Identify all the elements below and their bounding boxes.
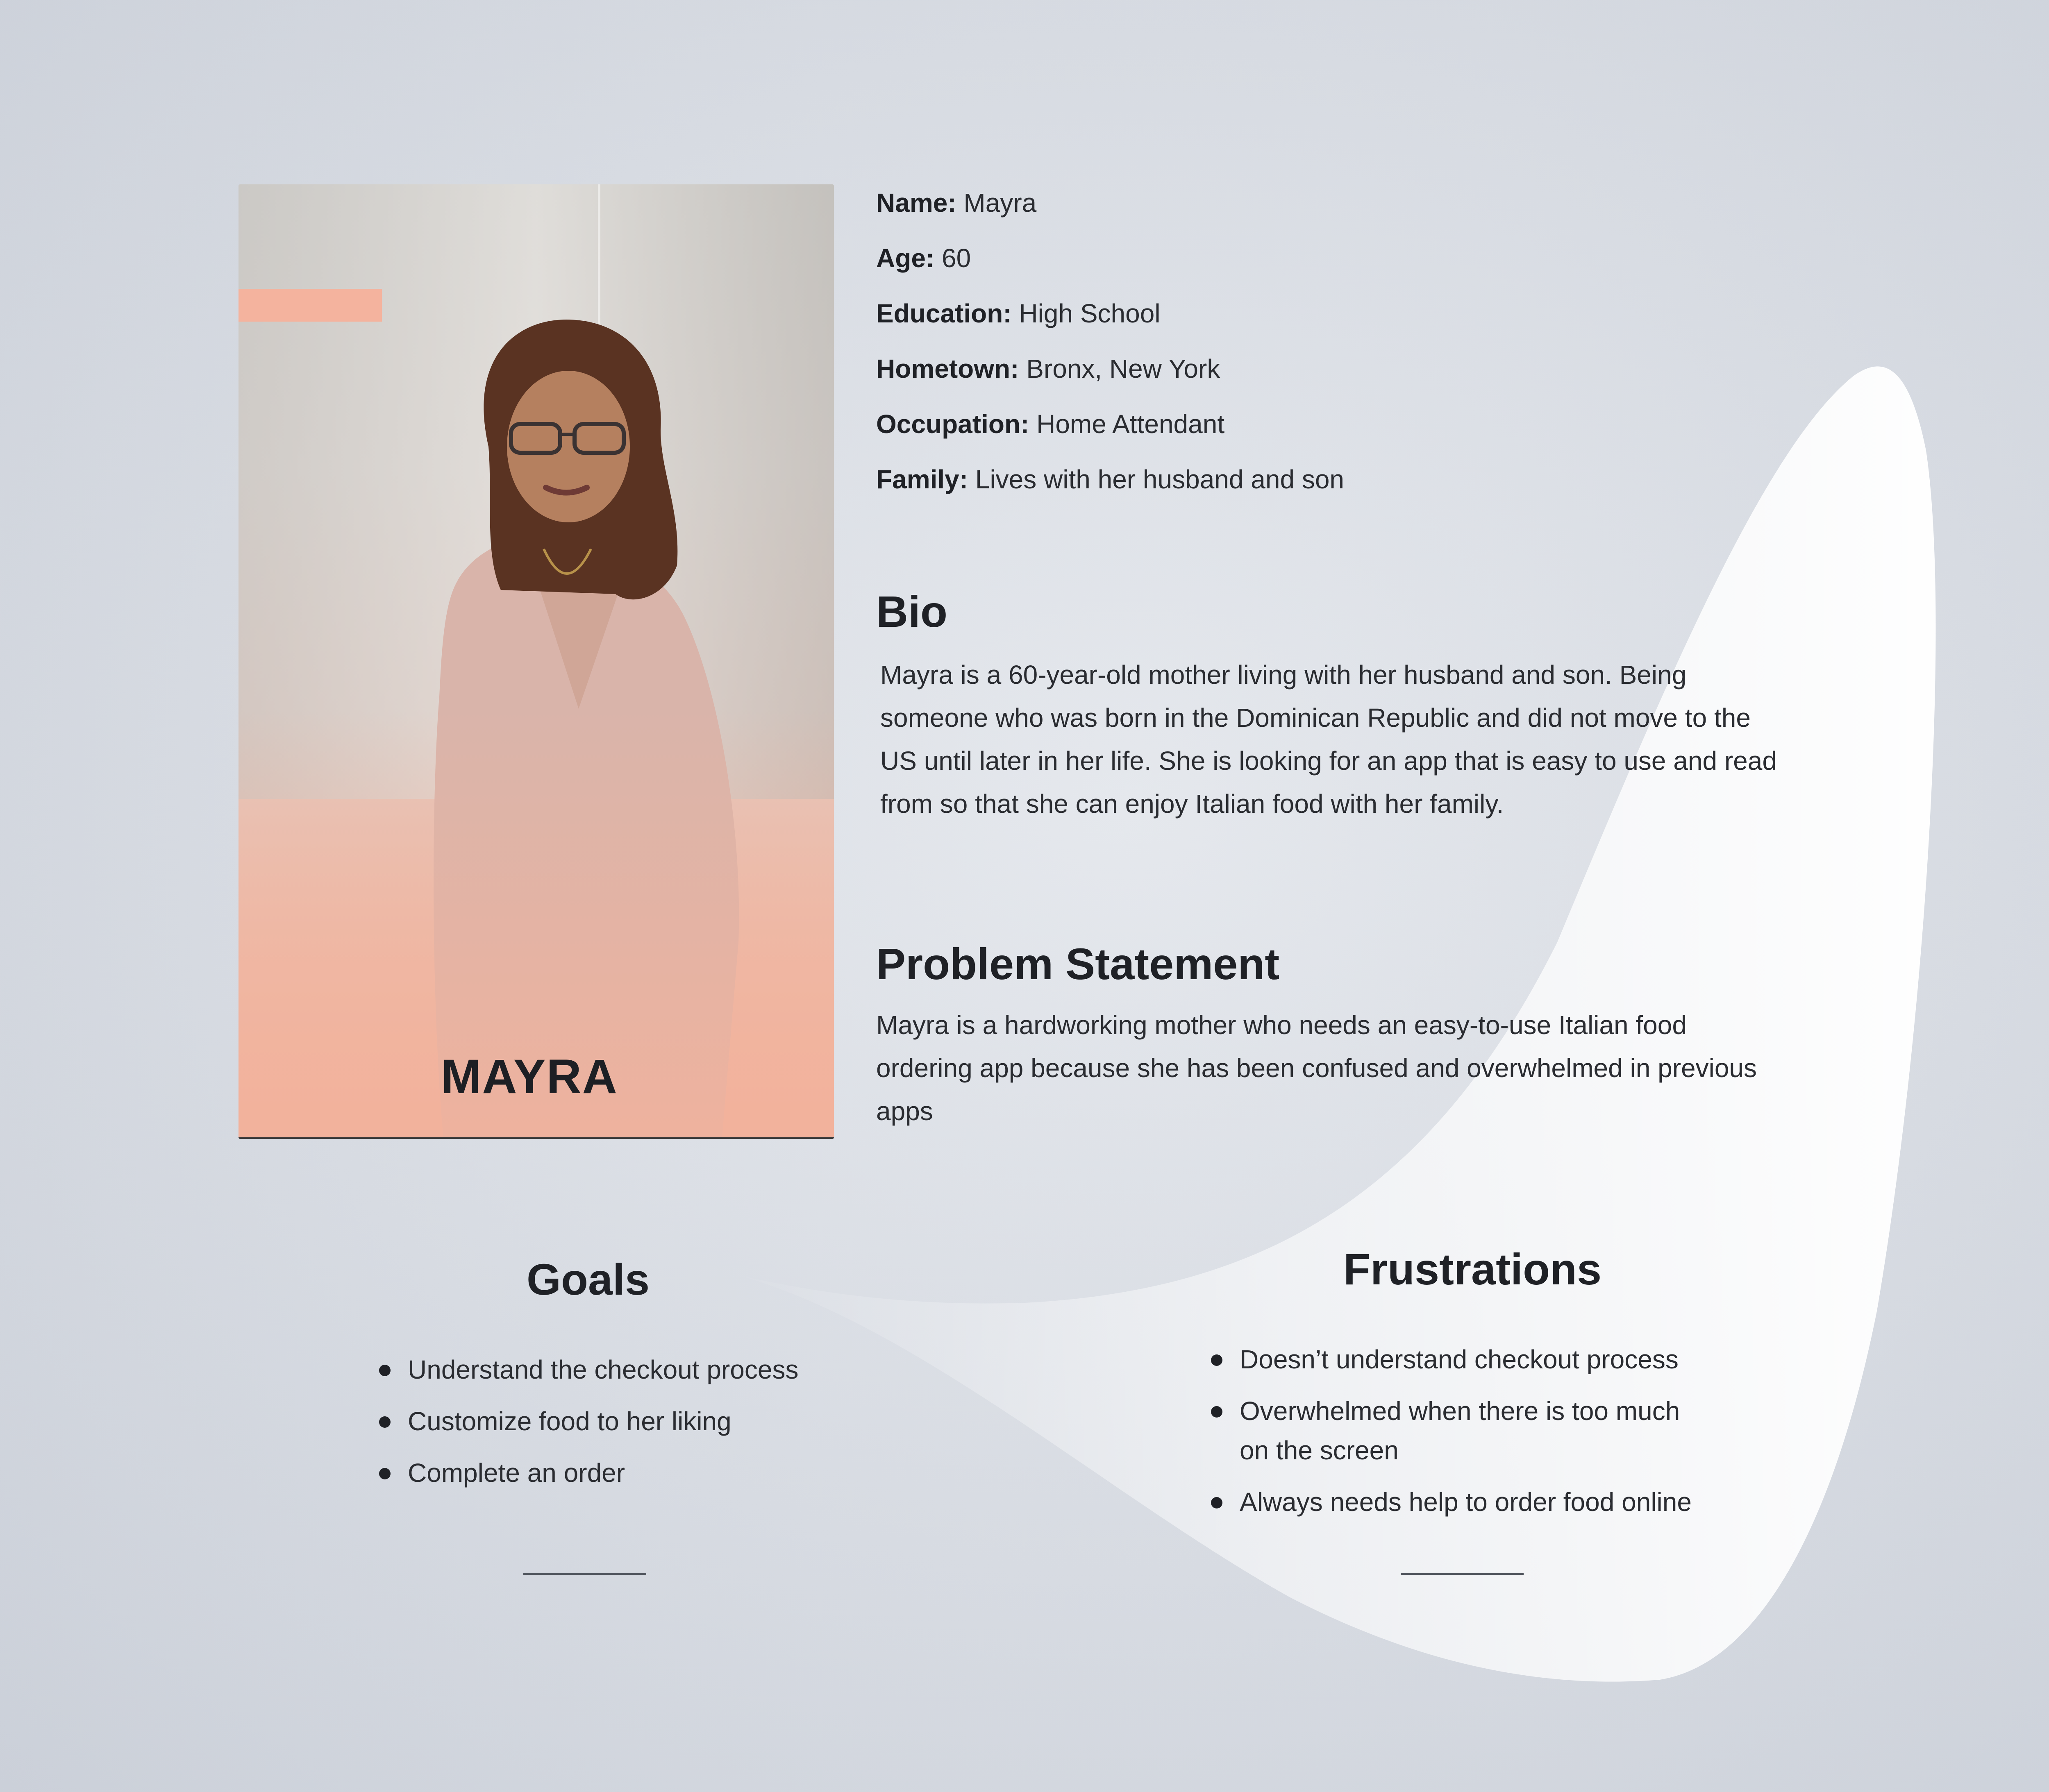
persona-facts — [876, 186, 1614, 518]
persona-card — [239, 184, 834, 1139]
bullet-icon — [1211, 1406, 1222, 1418]
fact-occupation — [876, 408, 1614, 440]
accent-tag — [239, 289, 382, 322]
fact-value: Home Attendant — [1036, 409, 1225, 439]
goals-divider — [523, 1573, 646, 1575]
bullet-icon — [379, 1468, 391, 1479]
goal-text: Complete an order — [408, 1458, 625, 1488]
list-item — [1211, 1340, 1744, 1379]
fact-value: 60 — [942, 243, 971, 273]
fact-family — [876, 463, 1614, 496]
fact-hometown — [876, 352, 1614, 385]
fact-label: Family: — [876, 465, 968, 494]
goals-list — [379, 1350, 912, 1505]
fact-value: Bronx, New York — [1026, 354, 1220, 383]
fact-label: Hometown: — [876, 354, 1019, 383]
fact-value: Lives with her husband and son — [975, 465, 1344, 494]
list-item — [379, 1402, 912, 1441]
bullet-icon — [1211, 1354, 1222, 1366]
list-item — [379, 1350, 912, 1389]
fact-age — [876, 242, 1614, 274]
bullet-icon — [1211, 1497, 1222, 1508]
bio-text: Mayra is a 60-year-old mother living with her husband and son. Being someone who was born in the Dominican Republic and did not move to the US until later in her life. She is looking for an app that is easy to use and read from so that she can enjoy Italian food with her family. — [880, 660, 1777, 819]
list-item — [379, 1453, 912, 1493]
persona-name: MAYRA — [441, 1050, 618, 1104]
bullet-icon — [379, 1416, 391, 1428]
fact-label: Occupation: — [876, 409, 1029, 439]
goal-text: Understand the checkout process — [408, 1355, 799, 1384]
persona-photo — [239, 184, 834, 1137]
frustration-text: Overwhelmed when there is too much on the screen — [1240, 1396, 1680, 1465]
fact-value: Mayra — [963, 188, 1037, 218]
problem-statement-text: Mayra is a hardworking mother who needs an easy-to-use Italian food ordering app because she has been confused and overwhelmed in previous apps — [876, 1010, 1757, 1126]
frustration-text: Doesn’t understand checkout process — [1240, 1345, 1679, 1374]
list-item — [1211, 1391, 1690, 1470]
fact-label: Age: — [876, 243, 935, 273]
frustrations-list — [1211, 1340, 1744, 1534]
bullet-icon — [379, 1365, 391, 1376]
fact-name — [876, 186, 1614, 219]
list-item — [1211, 1482, 1744, 1522]
problem-statement-heading: Problem Statement — [876, 939, 1280, 989]
fact-education — [876, 297, 1614, 330]
bio-heading: Bio — [876, 587, 947, 636]
frustrations-divider — [1401, 1573, 1524, 1575]
goal-text: Customize food to her liking — [408, 1406, 731, 1436]
frustrations-heading: Frustrations — [1343, 1244, 1602, 1294]
fact-label: Education: — [876, 299, 1012, 328]
frustration-text: Always needs help to order food online — [1240, 1487, 1692, 1517]
fact-value: High School — [1019, 299, 1161, 328]
fact-label: Name: — [876, 188, 956, 218]
goals-heading: Goals — [527, 1254, 650, 1304]
